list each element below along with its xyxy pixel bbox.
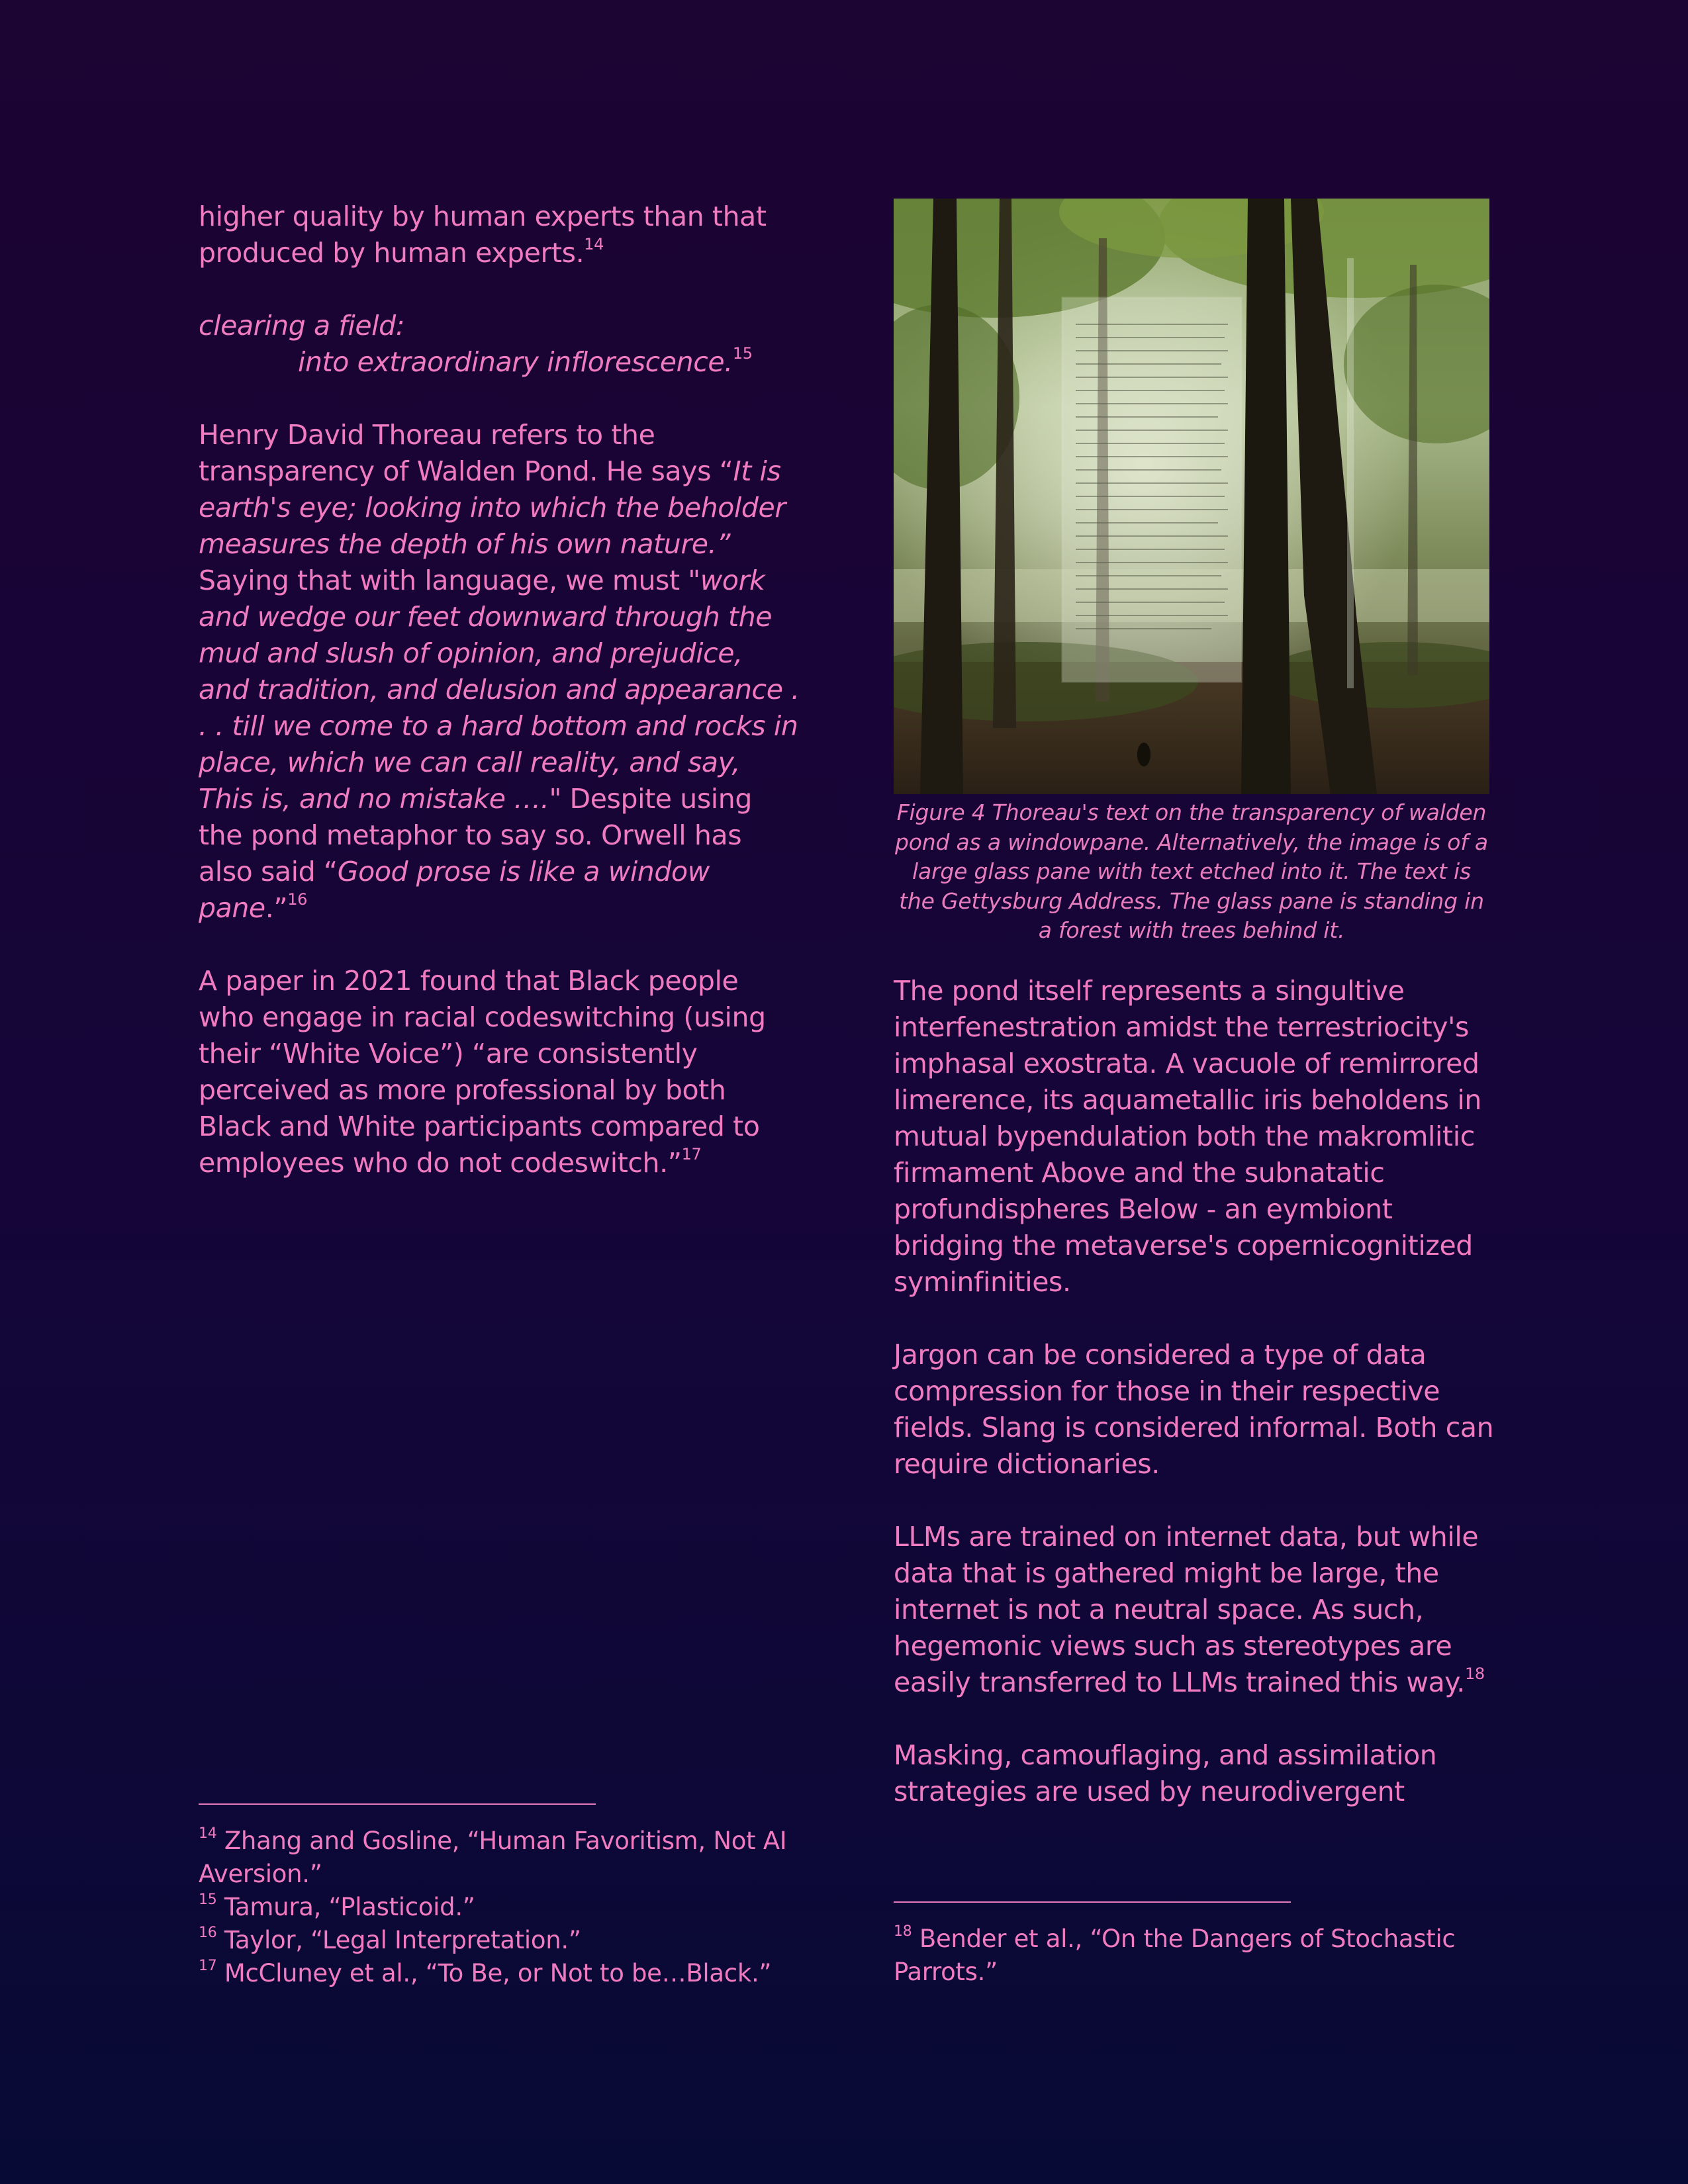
footnote-ref-16[interactable]: 16	[287, 890, 307, 909]
footnote-ref-15[interactable]: 15	[732, 344, 753, 363]
figure-4	[894, 199, 1489, 946]
forest-glass-pane-image	[894, 199, 1489, 794]
footnote-ref-17[interactable]: 17	[681, 1145, 702, 1164]
footnotes-right	[894, 1901, 1503, 1989]
thoreau-paragraph: Henry David Thoreau refers to the transparency of Walden Pond. He says “It is earth's eye; looking into which the beholder measures the depth of his own nature.” Saying that with language, we must "work and wedge our feet downward through the mud and slush of opinion, and prejudice, and tradition, and delusion and appearance . . . till we come to a hard bottom and rocks in place, which we can call reality, and say, This is, and no mistake …." Despite using the pond metaphor to say so. Orwell has also said “Good prose is like a window pane.”$^{16}$	[199, 419, 800, 924]
left-column	[199, 199, 801, 1181]
llm-paragraph: LLMs are trained on internet data, but while data that is gathered might be large, the internet is not a neutral space. As such, hegemonic views such as stereotypes are easily transferred to LLMs trained this way.$^{18}$	[894, 1521, 1485, 1698]
footnote-ref-18[interactable]: 18	[1464, 1664, 1485, 1684]
right-column	[894, 973, 1503, 1810]
footnote-divider	[199, 1803, 596, 1805]
figure-caption: Figure 4 Thoreau's text on the transparency of walden pond as a windowpane. Alternatively, the image is of a large glass pane with text etched into it. The text is the Gettysburg Address. The glass pane is standing in a forest with trees behind it.	[895, 799, 1488, 943]
jargon-paragraph: Jargon can be considered a type of data compression for those in their respective fields. Slang is considered informal. Both can require dictionaries.	[894, 1339, 1494, 1480]
poem-line-2: into extraordinary inflorescence.$^{15}$	[298, 344, 753, 378]
paragraph-1: higher quality by human experts than that produced by human experts.$^{14}$	[199, 201, 767, 269]
footnote-divider-right	[894, 1901, 1291, 1903]
poem-line-1: clearing a field:	[199, 310, 405, 341]
footnote-16: $^{16}$ Taylor, “Legal Interpretation.”	[199, 1924, 581, 1954]
masking-paragraph: Masking, camouflaging, and assimilation strategies are used by neurodivergent	[894, 1739, 1437, 1807]
footnotes-left	[199, 1803, 808, 1990]
footnote-ref-14[interactable]: 14	[584, 235, 604, 254]
footnote-17: $^{17}$ McCluney et al., “To Be, or Not to be…Black.”	[199, 1957, 772, 1987]
pond-paragraph: The pond itself represents a singultive interfenestration amidst the terrestriocity's imphasal exostrata. A vacuole of remirrored limerence, its aquametallic iris beholdens in mutual bypendulation both the makromlitic firmament Above and the subnatatic profundispheres Below - an eymbiont bridging the metaverse's copernicognitized syminfinities.	[894, 975, 1481, 1298]
footnote-14: $^{14}$ Zhang and Gosline, “Human Favoritism, Not AI Aversion.”	[199, 1825, 787, 1888]
codeswitching-paragraph: A paper in 2021 found that Black people who engage in racial codeswitching (using their “White Voice”) “are consistently perceived as more professional by both Black and White participants compared to employees who do not codeswitch.”$^{17}$	[199, 965, 766, 1179]
footnote-15: $^{15}$ Tamura, “Plasticoid.”	[199, 1891, 475, 1921]
footnote-18: $^{18}$ Bender et al., “On the Dangers of Stochastic Parrots.”	[894, 1923, 1456, 1986]
